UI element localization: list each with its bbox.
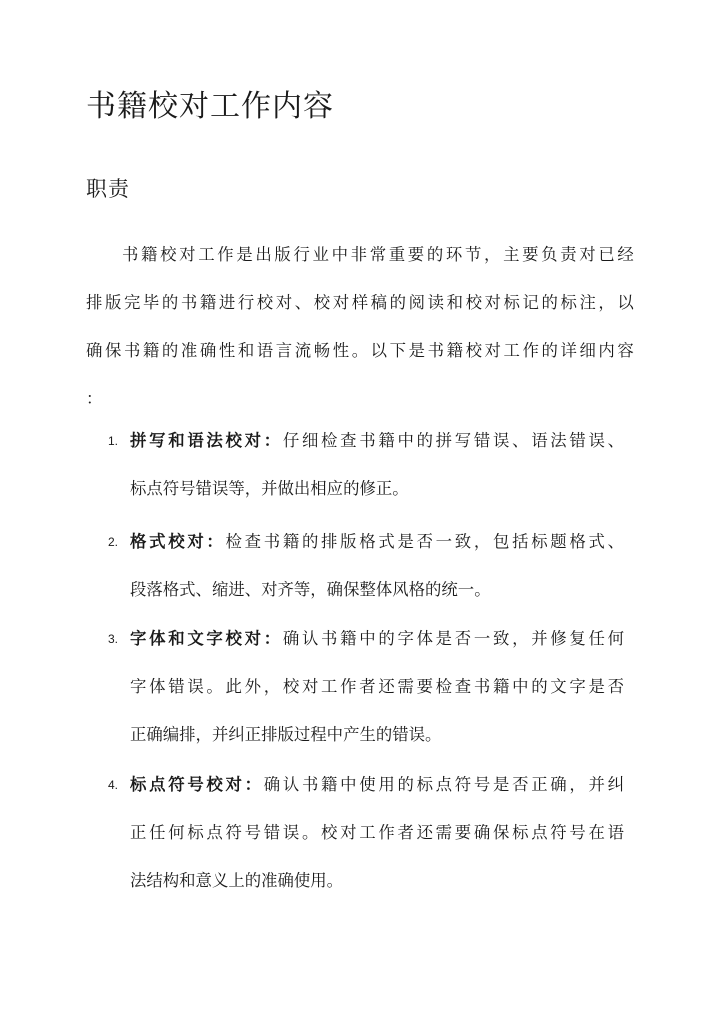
intro-paragraph [86, 240, 634, 432]
list-item-line: 法结构和意义上的准确使用。 [130, 871, 344, 890]
list-item-number: 3. [108, 632, 119, 646]
intro-line: 书籍校对工作是出版行业中非常重要的环节，主要负责对已经 [122, 245, 634, 264]
list-item-text: 检查书籍的排版格式是否一致，包括标题格式、 [225, 532, 625, 551]
intro-line: ： [86, 389, 103, 408]
list-item-number: 1. [108, 434, 119, 448]
list-item-label: 格式校对： [130, 532, 226, 551]
list-item-text: 仔细检查书籍中的拼写错误、语法错误、 [282, 431, 625, 450]
list-item-line [130, 624, 624, 653]
intro-line: 排版完毕的书籍进行校对、校对样稿的阅读和校对标记的标注，以 [86, 293, 634, 312]
section-heading: 职责 [86, 177, 130, 201]
list-item-number: 2. [108, 535, 119, 549]
list-item-line: 正任何标点符号错误。校对工作者还需要确保标点符号在语 [130, 823, 624, 842]
list-item-line [130, 527, 624, 556]
intro-line: 确保书籍的准确性和语言流畅性。以下是书籍校对工作的详细内容 [86, 341, 634, 360]
list-item-line [130, 426, 624, 455]
list-item-text: 确认书籍中的字体是否一致，并修复任何 [282, 629, 625, 648]
list-item-body [130, 624, 624, 768]
list-item-line: 正确编排，并纠正排版过程中产生的错误。 [130, 725, 442, 744]
document-title: 书籍校对工作内容 [86, 89, 334, 124]
list-item-number: 4. [108, 778, 119, 792]
list-item-label: 标点符号校对： [130, 775, 264, 794]
list-item-label: 字体和文字校对： [130, 629, 283, 648]
list-item-body [130, 770, 624, 914]
list-item-line: 标点符号错误等，并做出相应的修正。 [130, 479, 409, 498]
list-item-body [130, 426, 624, 522]
list-item-line: 段落格式、缩进、对齐等，确保整体风格的统一。 [130, 580, 491, 599]
list-item-body [130, 527, 624, 623]
list-item-line: 字体错误。此外，校对工作者还需要检查书籍中的文字是否 [130, 677, 624, 696]
list-item-text: 确认书籍中使用的标点符号是否正确，并纠 [263, 775, 625, 794]
list-item-line [130, 770, 624, 799]
list-item-label: 拼写和语法校对： [130, 431, 283, 450]
